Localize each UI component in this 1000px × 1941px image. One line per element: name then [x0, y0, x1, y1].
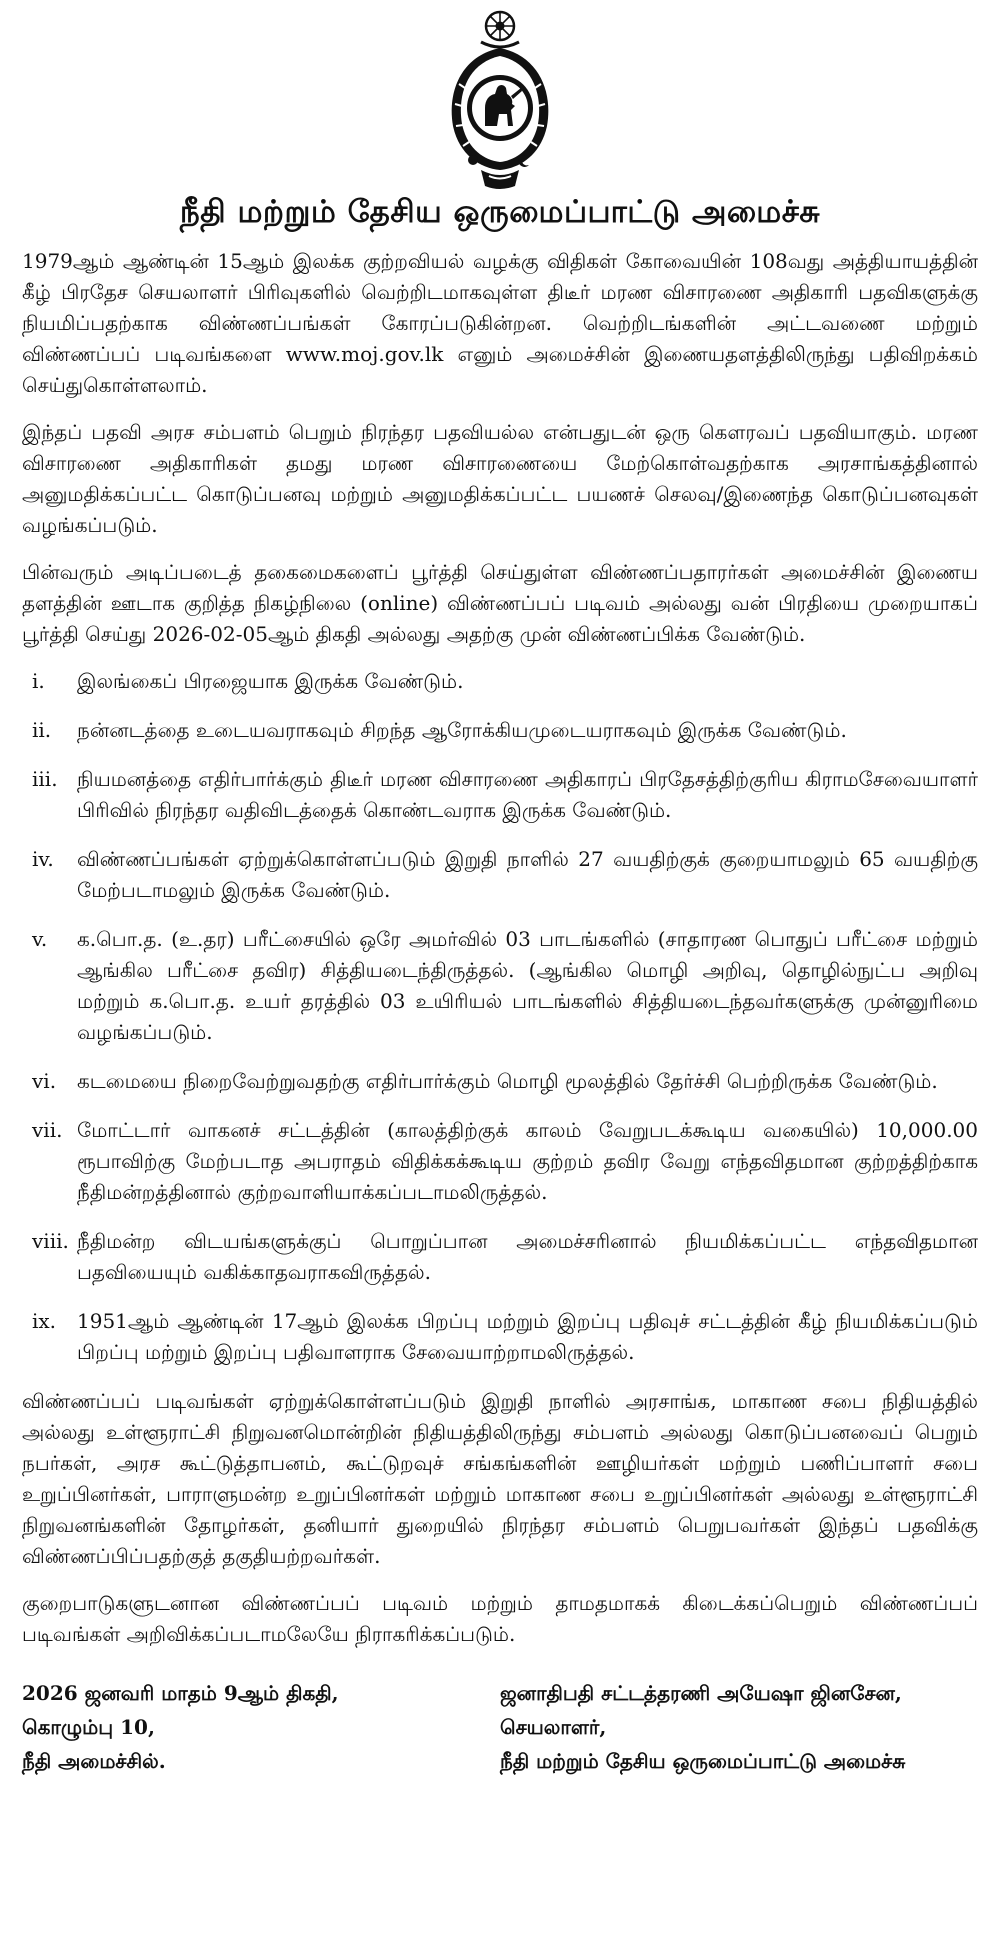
item-text: நீதிமன்ற விடயங்களுக்குப் பொறுப்பான அமைச்சரினால் நியமிக்கப்பட்ட எந்தவிதமான பதவியையும் வகிக்காதவராகவிருத்தல்.	[77, 1229, 978, 1284]
nature-paragraph: இந்தப் பதவி அரச சம்பளம் பெறும் நிரந்தர பதவியல்ல என்பதுடன் ஒரு கௌரவப் பதவியாகும். மரண விசாரணை அதிகாரிகள் தமது மரண விசாரணையை மேற்கொள்வதற்காக அரசாங்கத்தினால் அனுமதிக்கப்பட்ட கொடுப்பனவு மற்றும் அனுமதிக்கப்பட்ட பயணச் செலவு/இணைந்த கொடுப்பனவுகள் வழங்கப்படும்.	[22, 420, 978, 537]
item-number: iii.	[32, 767, 58, 791]
signatory-name: ஜனாதிபதி சட்டத்தரணி அயேஷா ஜினசேன,	[500, 1681, 902, 1705]
item-text: 1951ஆம் ஆண்டின் 17ஆம் இலக்க பிறப்பு மற்றும் இறப்பு பதிவுச் சட்டத்தின் கீழ் நியமிக்கப்படும் பிறப்பு மற்றும் இறப்பு பதிவாளராக சேவையாற்றாமலிருத்தல்.	[77, 1309, 978, 1364]
item-number: iv.	[32, 847, 54, 871]
item-number: i.	[32, 669, 45, 693]
list-item	[22, 924, 978, 1048]
ineligibility-paragraph: விண்ணப்பப் படிவங்கள் ஏற்றுக்கொள்ளப்படும் இறுதி நாளில் அரசாங்க, மாகாண சபை நிதியத்தில் அல்லது உள்ளூராட்சி நிறுவனமொன்றின் நிதியத்திலிருந்து சம்பளம் அல்லது கொடுப்பனவைப் பெறும் நபர்கள், அரச கூட்டுத்தாபனம், கூட்டுறவுச் சங்கங்களின் ஊழியர்கள் மற்றும் பணிப்பாளர் சபை உறுப்பினர்கள், பாராளுமன்ற உறுப்பினர்கள் மற்றும் மாகாண சபை உறுப்பினர்கள் அல்லது உள்ளூராட்சி நிறுவனங்களின் தோழர்கள், தனியார் துறையில் நிரந்தர சம்பளம் பெறுபவர்கள் இந்தப் பதவிக்கு விண்ணப்பிப்பதற்குத் தகுதியற்றவர்கள்.	[22, 1389, 978, 1568]
sri-lanka-emblem-icon	[441, 4, 559, 192]
list-item	[22, 1115, 978, 1208]
item-text: கடமையை நிறைவேற்றுவதற்கு எதிர்பார்க்கும் மொழி மூலத்தில் தேர்ச்சி பெற்றிருக்க வேண்டும்.	[77, 1069, 938, 1093]
signatory-ministry: நீதி மற்றும் தேசிய ஒருமைப்பாட்டு அமைச்சு	[500, 1749, 906, 1773]
signoff-block	[22, 1676, 978, 1778]
date-place-block	[22, 1676, 462, 1778]
list-item	[22, 844, 978, 906]
item-text: க.பொ.த. (உ.தர) பரீட்சையில் ஒரே அமர்வில் 03 பாடங்களில் (சாதாரண பொதுப் பரீட்சை மற்றும் ஆங்கில பரீட்சை தவிர) சித்தியடைந்திருத்தல். (ஆங்கில மொழி அறிவு, தொழில்நுட்ப அறிவு மற்றும் க.பொ.த. உயர் தரத்தில் 03 உயிரியல் பாடங்களில் சித்தியடைந்தவர்களுக்கு முன்னுரிமை வழங்கப்படும்.	[77, 927, 978, 1044]
item-text: விண்ணப்பங்கள் ஏற்றுக்கொள்ளப்படும் இறுதி நாளில் 27 வயதிற்குக் குறையாமலும் 65 வயதிற்கு மேற்படாமலும் இருக்க வேண்டும்.	[77, 847, 978, 902]
requirements-list	[22, 666, 978, 1368]
item-text: நன்னடத்தை உடையவராகவும் சிறந்த ஆரோக்கியமுடையராகவும் இருக்க வேண்டும்.	[77, 718, 847, 742]
item-text: இலங்கைப் பிரஜையாக இருக்க வேண்டும்.	[77, 669, 464, 693]
list-item	[22, 1306, 978, 1368]
item-number: viii.	[32, 1229, 69, 1253]
list-item	[22, 1066, 978, 1097]
ministry-title: நீதி மற்றும் தேசிய ஒருமைப்பாட்டு அமைச்சு	[179, 194, 821, 230]
signatory-block	[500, 1676, 978, 1778]
item-text: மோட்டார் வாகனச் சட்டத்தின் (காலத்திற்குக் காலம் வேறுபடக்கூடிய வகையில்) 10,000.00 ரூபாவிற்கு மேற்படாத அபராதம் விதிக்கக்கூடிய குற்றம் தவிர வேறு எந்தவிதமான குற்றத்திற்காக நீதிமன்றத்தினால் குற்றவாளியாக்கப்படாமலிருத்தல்.	[77, 1118, 978, 1204]
application-paragraph: பின்வரும் அடிப்படைத் தகைமைகளைப் பூர்த்தி செய்துள்ள விண்ணப்பதாரர்கள் அமைச்சின் இணைய தளத்தின் ஊடாக குறித்த நிகழ்நிலை (online) விண்ணப்பப் படிவம் அல்லது வன் பிரதியை முறையாகப் பூர்த்தி செய்து 2026-02-05ஆம் திகதி அல்லது அதற்கு முன் விண்ணப்பிக்க வேண்டும்.	[22, 560, 978, 646]
item-text: நியமனத்தை எதிர்பார்க்கும் திடீர் மரண விசாரணை அதிகாரப் பிரதேசத்திற்குரிய கிராமசேவையாளர் பிரிவில் நிரந்தர வதிவிடத்தைக் கொண்டவராக இருக்க வேண்டும்.	[77, 767, 978, 822]
item-number: ii.	[32, 718, 52, 742]
issue-place: கொழும்பு 10,	[22, 1715, 155, 1739]
rejection-paragraph: குறைபாடுகளுடனான விண்ணப்பப் படிவம் மற்றும் தாமதமாகக் கிடைக்கப்பெறும் விண்ணப்பப் படிவங்கள் அறிவிக்கப்படாமலேயே நிராகரிக்கப்படும்.	[22, 1591, 978, 1646]
list-item	[22, 764, 978, 826]
item-number: vii.	[32, 1118, 63, 1142]
intro-paragraph: 1979ஆம் ஆண்டின் 15ஆம் இலக்க குற்றவியல் வழக்கு விதிகள் கோவையின் 108வது அத்தியாயத்தின் கீழ் பிரதேச செயலாளர் பிரிவுகளில் வெற்றிடமாகவுள்ள திடீர் மரண விசாரணை அதிகாரி பதவிகளுக்கு நியமிப்பதற்காக விண்ணப்பங்கள் கோரப்படுகின்றன. வெற்றிடங்களின் அட்டவணை மற்றும் விண்ணப்பப் படிவங்களை www.moj.gov.lk எனும் அமைச்சின் இணையதளத்திலிருந்து பதிவிறக்கம் செய்துகொள்ளலாம்.	[22, 249, 978, 397]
list-item	[22, 666, 978, 697]
item-number: ix.	[32, 1309, 57, 1333]
list-item	[22, 715, 978, 746]
issuing-office: நீதி அமைச்சில்.	[22, 1749, 166, 1773]
item-number: v.	[32, 927, 48, 951]
issue-date: 2026 ஜனவரி மாதம் 9ஆம் திகதி,	[22, 1681, 339, 1705]
signatory-title: செயலாளர்,	[500, 1715, 607, 1739]
emblem-container	[22, 0, 978, 192]
list-item	[22, 1226, 978, 1288]
item-number: vi.	[32, 1069, 57, 1093]
